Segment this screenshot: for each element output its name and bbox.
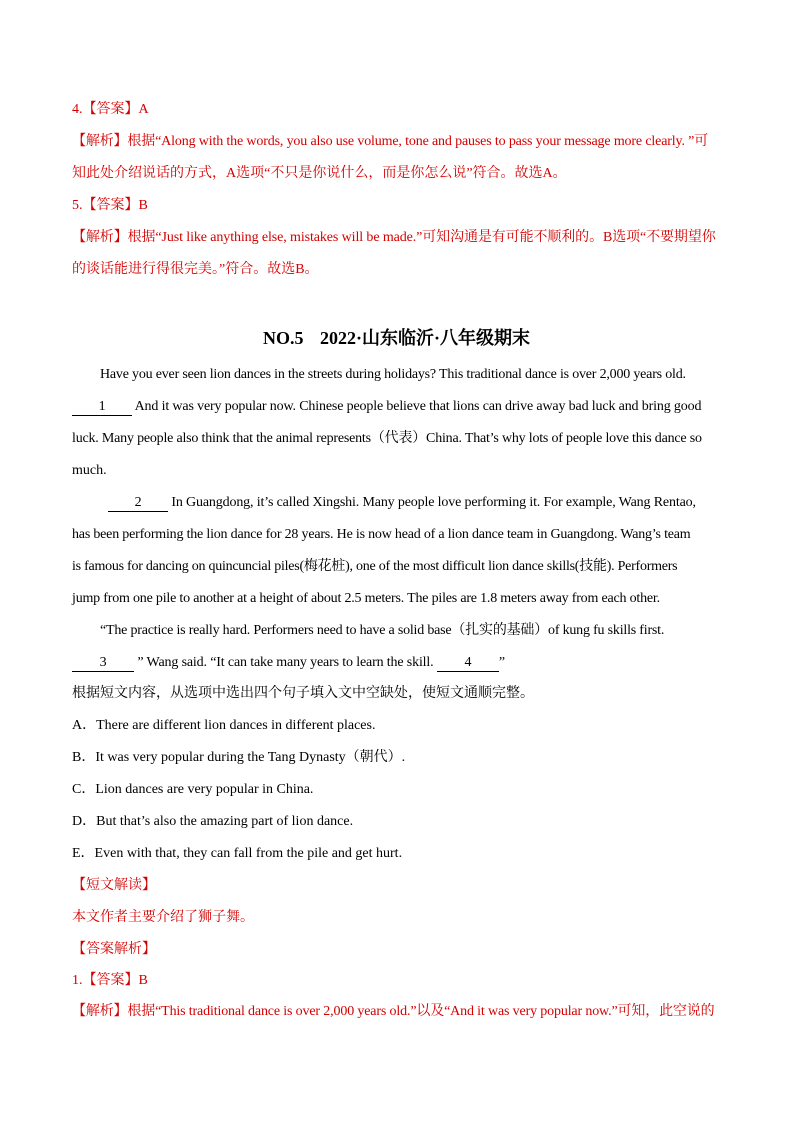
passage-p1-line-1: Have you ever seen lion dances in the streets during holidays? This traditional dance is over 2,000 years old. — [100, 367, 686, 382]
section-source: 2022·山东临沂·八年级期末 — [319, 328, 530, 348]
section-number: NO.5 — [262, 328, 304, 348]
option-e: E．Even with that, they can fall from the pile and get hurt. — [72, 846, 403, 861]
instruction: 根据短文内容，从选项中选出四个句子填入文中空缺处，使短文通顺完整。 — [72, 686, 534, 701]
passage-p3-line-2-text: ” Wang said. “It can take many years to learn the skill. — [134, 655, 437, 670]
option-b: B．It was very popular during the Tang Dynasty（朝代）. — [72, 750, 406, 765]
answers-heading: 【答案解析】 — [72, 942, 156, 957]
passage-p2-line-4: jump from one pile to another at a height of about 2.5 meters. The piles are 1.8 meters away from each other. — [72, 591, 660, 606]
passage-p2-line-2: has been performing the lion dance for 28 years. He is now head of a lion dance team in Guangdong. Wang’s team — [72, 527, 691, 542]
blank-1: 1 — [72, 399, 132, 416]
q4-explanation-line-2: 知此处介绍说话的方式，A选项“不只是你说什么，而是你怎么说”符合。故选A。 — [72, 166, 567, 181]
passage-p1-line-3: luck. Many people also think that the animal represents（代表）China. That’s why lots of people love this dance so — [72, 431, 702, 446]
passage-p3-line-2-end: ” — [498, 655, 505, 670]
q4-answer: 4.【答案】A — [72, 102, 149, 117]
blank-4: 4 — [437, 655, 499, 672]
blank-3: 3 — [72, 655, 134, 672]
passage-p2-line-1 — [108, 494, 696, 512]
passage-p1-line-4: much. — [72, 463, 107, 478]
passage-p3-line-1: “The practice is really hard. Performers need to have a solid base（扎实的基础）of kung fu skills first. — [100, 623, 665, 638]
passage-p2-line-1-text: In Guangdong, it’s called Xingshi. Many people love performing it. For example, Wang Rentao, — [168, 495, 696, 510]
q1-explanation: 【解析】根据“This traditional dance is over 2,000 years old.”以及“And it was very popular now.”可知，此空说的 — [72, 1004, 715, 1019]
q5-answer: 5.【答案】B — [72, 198, 148, 213]
blank-2: 2 — [108, 495, 168, 512]
passage-p3-line-2 — [72, 654, 505, 672]
q1-answer: 1.【答案】B — [72, 973, 148, 988]
passage-p1-line-2-text: And it was very popular now. Chinese people believe that lions can drive away bad luck and bring good — [132, 399, 702, 414]
q5-explanation-line-1: 【解析】根据“Just like anything else, mistakes will be made.”可知沟通是有可能不顺利的。B选项“不要期望你 — [72, 230, 716, 245]
q4-explanation-line-1: 【解析】根据“Along with the words, you also use volume, tone and pauses to pass your message more clearly. ”可 — [72, 134, 709, 149]
q5-explanation-line-2: 的谈话能进行得很完美。”符合。故选B。 — [72, 262, 319, 277]
passage-p1-line-2 — [72, 398, 701, 416]
option-c: C．Lion dances are very popular in China. — [72, 782, 314, 797]
passage-p2-line-3: is famous for dancing on quincuncial piles(梅花桩), one of the most difficult lion dance skills(技能). Performers — [72, 559, 678, 574]
section-title — [0, 327, 793, 349]
option-a: A．There are different lion dances in different places. — [72, 718, 376, 733]
summary-heading: 【短文解读】 — [72, 878, 156, 893]
option-d: D．But that’s also the amazing part of lion dance. — [72, 814, 354, 829]
summary-text: 本文作者主要介绍了狮子舞。 — [72, 910, 254, 925]
